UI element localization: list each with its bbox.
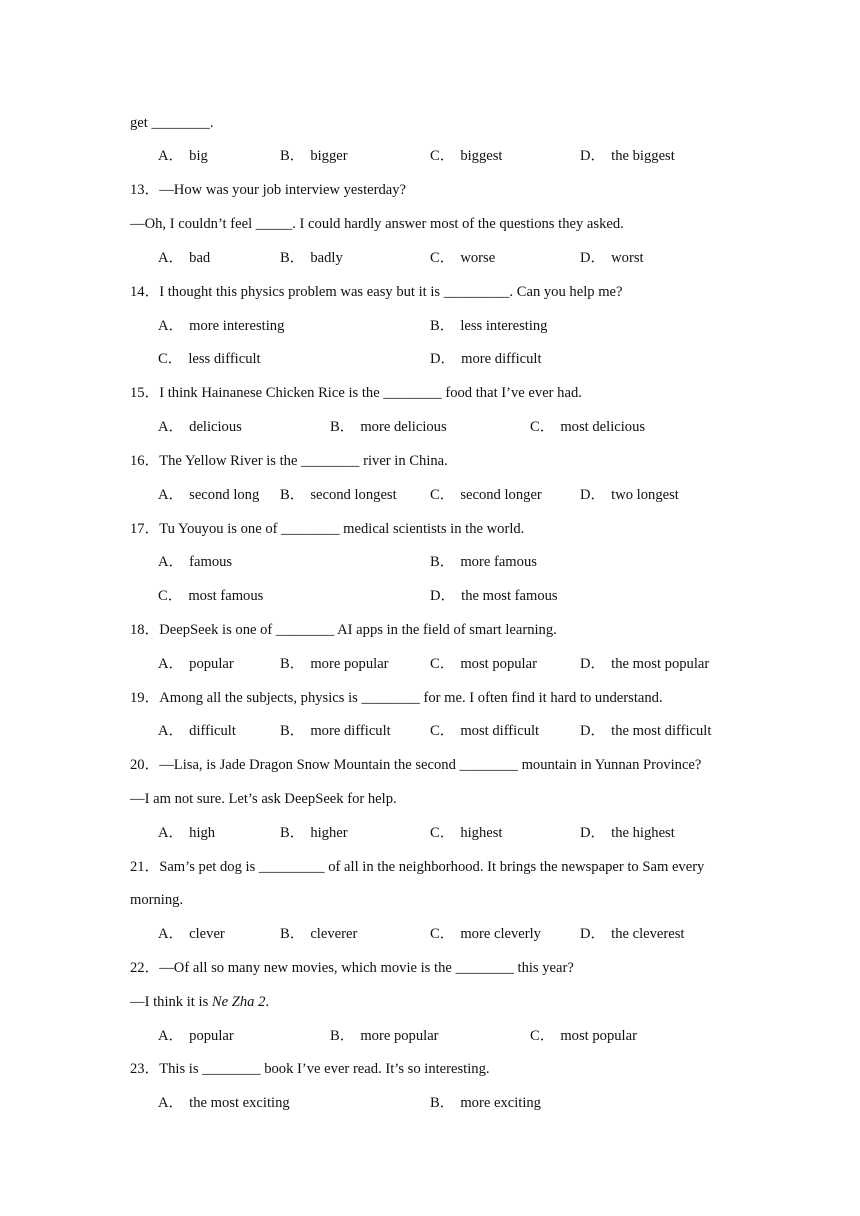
question-22-stem-line-2: —I think it is Ne Zha 2.: [130, 994, 270, 1010]
option-b: B． more delicious: [330, 419, 447, 435]
question-23-stem: 23．This is ________ book I’ve ever read. It’s so interesting.: [130, 1061, 490, 1077]
options-row: [130, 1093, 830, 1113]
option-c: C． biggest: [430, 148, 503, 164]
option-a: A． famous: [158, 554, 233, 570]
option-a: A． popular: [158, 656, 234, 672]
options-row: [130, 721, 830, 741]
question-fragment: get ________.: [130, 115, 214, 131]
option-c: C． second longer: [430, 487, 542, 503]
option-b: B． higher: [280, 825, 348, 841]
question-21-stem: 21．Sam’s pet dog is _________ of all in the neighborhood. It brings the newspaper to Sam every: [130, 859, 705, 875]
option-d: D． worst: [580, 250, 644, 266]
question-13-stem: 13．—How was your job interview yesterday?: [130, 182, 407, 198]
option-b: B． less interesting: [430, 318, 548, 334]
option-d: D． the most famous: [430, 588, 558, 604]
option-a: A． bad: [158, 250, 211, 266]
option-a: A． popular: [158, 1028, 234, 1044]
question-19-stem: 19．Among all the subjects, physics is ________ for me. I often find it hard to understand.: [130, 690, 663, 706]
option-c: C． less difficult: [158, 351, 261, 367]
option-c: C． most popular: [530, 1028, 637, 1044]
question-20-stem-line-2: —I am not sure. Let’s ask DeepSeek for help.: [130, 791, 397, 807]
option-b: B． more popular: [280, 656, 389, 672]
options-row: [130, 654, 830, 674]
option-c: C． worse: [430, 250, 496, 266]
question-16-stem: 16．The Yellow River is the ________ river in China.: [130, 453, 448, 469]
question-15-stem: 15．I think Hainanese Chicken Rice is the ________ food that I’ve ever had.: [130, 385, 582, 401]
option-d: D． more difficult: [430, 351, 542, 367]
options-row: [130, 823, 830, 843]
question-18-stem: 18．DeepSeek is one of ________ AI apps in the field of smart learning.: [130, 622, 557, 638]
movie-title: Ne Zha 2: [211, 994, 266, 1010]
options-row: [130, 485, 830, 505]
option-d: D． the highest: [580, 825, 675, 841]
option-b: B． more difficult: [280, 723, 391, 739]
option-d: D． the most popular: [580, 656, 710, 672]
options-row: [130, 248, 830, 268]
option-b: B． more popular: [330, 1028, 439, 1044]
option-b: B． cleverer: [280, 926, 358, 942]
option-b: B． badly: [280, 250, 343, 266]
option-b: B． second longest: [280, 487, 397, 503]
option-a: A． difficult: [158, 723, 236, 739]
option-a: A． second long: [158, 487, 260, 503]
option-a: A． clever: [158, 926, 225, 942]
question-20-stem: 20．—Lisa, is Jade Dragon Snow Mountain the second ________ mountain in Yunnan Province?: [130, 757, 702, 773]
question-17-stem: 17．Tu Youyou is one of ________ medical scientists in the world.: [130, 521, 525, 537]
option-d: D． the most difficult: [580, 723, 712, 739]
option-d: D． two longest: [580, 487, 679, 503]
option-c: C． more cleverly: [430, 926, 541, 942]
option-a: A． delicious: [158, 419, 242, 435]
options-row: [130, 924, 830, 944]
option-a: A． the most exciting: [158, 1095, 290, 1111]
options-row: [130, 417, 830, 437]
options-row: [130, 146, 830, 166]
options-row: [130, 316, 830, 336]
options-row: [130, 552, 830, 572]
question-21-stem-line-2: morning.: [130, 892, 184, 908]
option-b: B． more exciting: [430, 1095, 541, 1111]
option-a: A． big: [158, 148, 208, 164]
option-a: A． high: [158, 825, 216, 841]
question-14-stem: 14．I thought this physics problem was easy but it is _________. Can you help me?: [130, 284, 623, 300]
option-a: A． more interesting: [158, 318, 285, 334]
option-c: C． most famous: [158, 588, 264, 604]
question-13-stem-line-2: —Oh, I couldn’t feel _____. I could hardly answer most of the questions they asked.: [130, 216, 624, 232]
option-b: B． more famous: [430, 554, 537, 570]
options-row: [130, 586, 830, 606]
options-row: [130, 349, 830, 369]
option-b: B． bigger: [280, 148, 348, 164]
option-c: C． highest: [430, 825, 503, 841]
option-c: C． most difficult: [430, 723, 540, 739]
options-row: [130, 1026, 830, 1046]
option-c: C． most delicious: [530, 419, 646, 435]
option-c: C． most popular: [430, 656, 537, 672]
question-22-stem: 22．—Of all so many new movies, which movie is the ________ this year?: [130, 960, 574, 976]
option-d: D． the cleverest: [580, 926, 685, 942]
option-d: D． the biggest: [580, 148, 675, 164]
